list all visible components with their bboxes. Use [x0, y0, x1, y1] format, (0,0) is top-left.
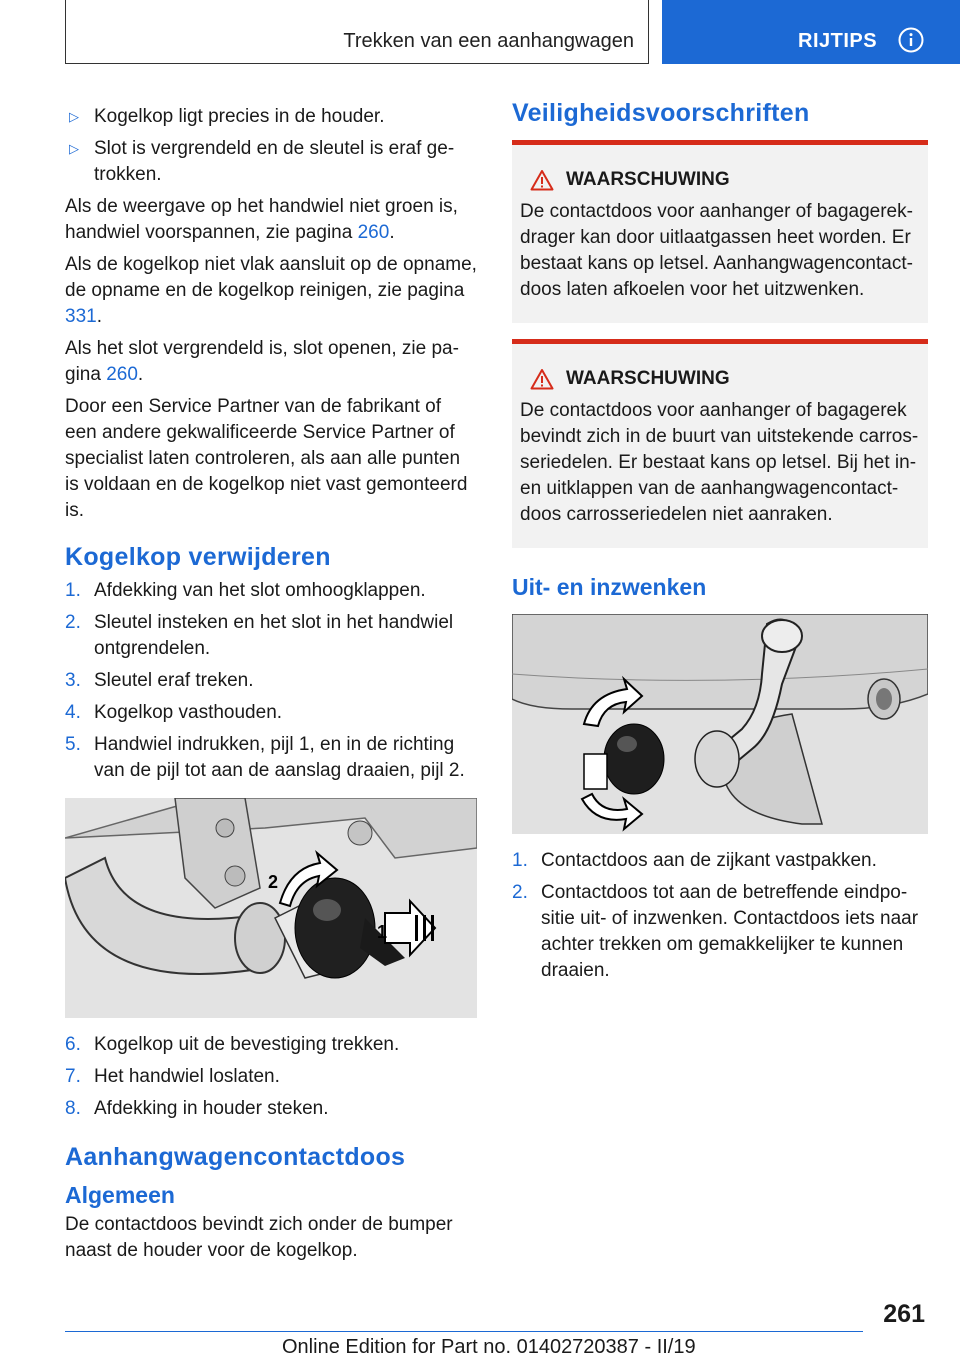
warning-text: De contactdoos voor aanhanger of bagagerekdrager kan door uitlaatgassen heet worden. Er bestaat kans op letsel. Aanhangwagencontactdoos laten afkoelen voor het uitzwenken.: [520, 201, 913, 300]
heading-trailer-socket: Aanhangwagencontactdoos: [65, 1143, 406, 1171]
warning-triangle-icon: [530, 368, 554, 390]
page-number: 261: [883, 1300, 925, 1328]
triangle-bullet-icon: ▷: [69, 141, 79, 156]
ball-head-illustration: [65, 798, 477, 1018]
page-link-331[interactable]: 331: [65, 306, 97, 327]
triangle-bullet-icon: ▷: [69, 109, 79, 124]
check-item: ▷ Slot is vergrendeld en de sleutel is eraf getrokken.: [65, 136, 477, 188]
list-item: 1. Contactdoos aan de zijkant vastpakken.: [512, 850, 877, 871]
warning-text: De contactdoos voor aanhanger of bagagerek bevindt zich in de buurt van uitstekende carrosseriedelen. Er bestaat kans op letsel. Bij het in- en uitklappen van de aanhangwagencontactdoos carrosseriedelen niet aanraken.: [520, 400, 919, 525]
header-section-box: [65, 0, 649, 64]
list-item: 3. Sleutel eraf treken.: [65, 670, 254, 691]
list-item: 2. Sleutel insteken en het slot in het handwiel ontgrendelen.: [65, 612, 454, 659]
list-item: 6. Kogelkop uit de bevestiging trekken.: [65, 1034, 400, 1055]
page-link-260[interactable]: 260: [106, 364, 138, 385]
warning-label: WAARSCHUWING: [566, 169, 730, 190]
footer-divider: [65, 1331, 863, 1332]
page-link-260[interactable]: 260: [357, 222, 390, 243]
list-item: 2. Contactdoos tot aan de betreffende eindpositie uit- of inzwenken. Contactdoos iets naar achter trekken om gemakkelijker te kunnen draaien.: [512, 882, 919, 981]
list-item: 8. Afdekking in houder steken.: [65, 1098, 329, 1119]
list-item: 7. Het handwiel loslaten.: [65, 1066, 280, 1087]
trailer-socket-illustration: [512, 614, 928, 834]
arrow-label-2: 2: [268, 872, 279, 892]
warning-triangle-icon: [530, 169, 554, 191]
paragraph-handwheel: Als de weergave op het handwiel niet groen is, handwiel voorspannen, zie pagina 260.: [65, 196, 458, 243]
list-item: 5. Handwiel indrukken, pijl 1, en in de richting van de pijl tot aan de aanslag draaien, pijl 2.: [65, 734, 465, 781]
info-icon[interactable]: [898, 27, 924, 53]
paragraph-clean: Als de kogelkop niet vlak aansluit op de opname, de opname en de kogelkop reinigen, zie pagina 331.: [65, 254, 477, 327]
heading-swing: Uit- en inzwenken: [512, 574, 707, 600]
header-section-title: Trekken van een aanhangwagen: [343, 30, 634, 52]
heading-safety: Veiligheidsvoorschriften: [512, 99, 810, 127]
chapter-tab-label: RIJTIPS: [798, 30, 878, 52]
warning-box: [512, 140, 928, 323]
footer-edition: Online Edition for Part no. 01402720387 - II/19: [282, 1336, 696, 1358]
paragraph-general: De contactdoos bevindt zich onder de bumper naast de houder voor de kogelkop.: [65, 1214, 453, 1261]
heading-general: Algemeen: [65, 1182, 175, 1208]
header-chapter-tab[interactable]: [662, 0, 960, 64]
arrow-label-1: 1: [377, 922, 388, 942]
heading-remove-ball-head: Kogelkop verwijderen: [65, 543, 331, 571]
check-item: ▷ Kogelkop ligt precies in de houder.: [65, 104, 477, 130]
list-item: 1. Afdekking van het slot omhoogklappen.: [65, 580, 426, 601]
warning-box: [512, 339, 928, 548]
warning-label: WAARSCHUWING: [566, 368, 730, 389]
paragraph-service: Door een Service Partner van de fabrikant of een andere gekwalificeerde Service Partner of specialist laten controleren, als aan alle punten is voldaan en de kogelkop niet vast gemonteerd is.: [65, 396, 468, 521]
paragraph-unlock: Als het slot vergrendeld is, slot openen, zie pagina 260.: [65, 338, 459, 385]
list-item: 4. Kogelkop vasthouden.: [65, 702, 283, 723]
right-column: [512, 100, 928, 990]
left-column: [65, 104, 477, 1270]
